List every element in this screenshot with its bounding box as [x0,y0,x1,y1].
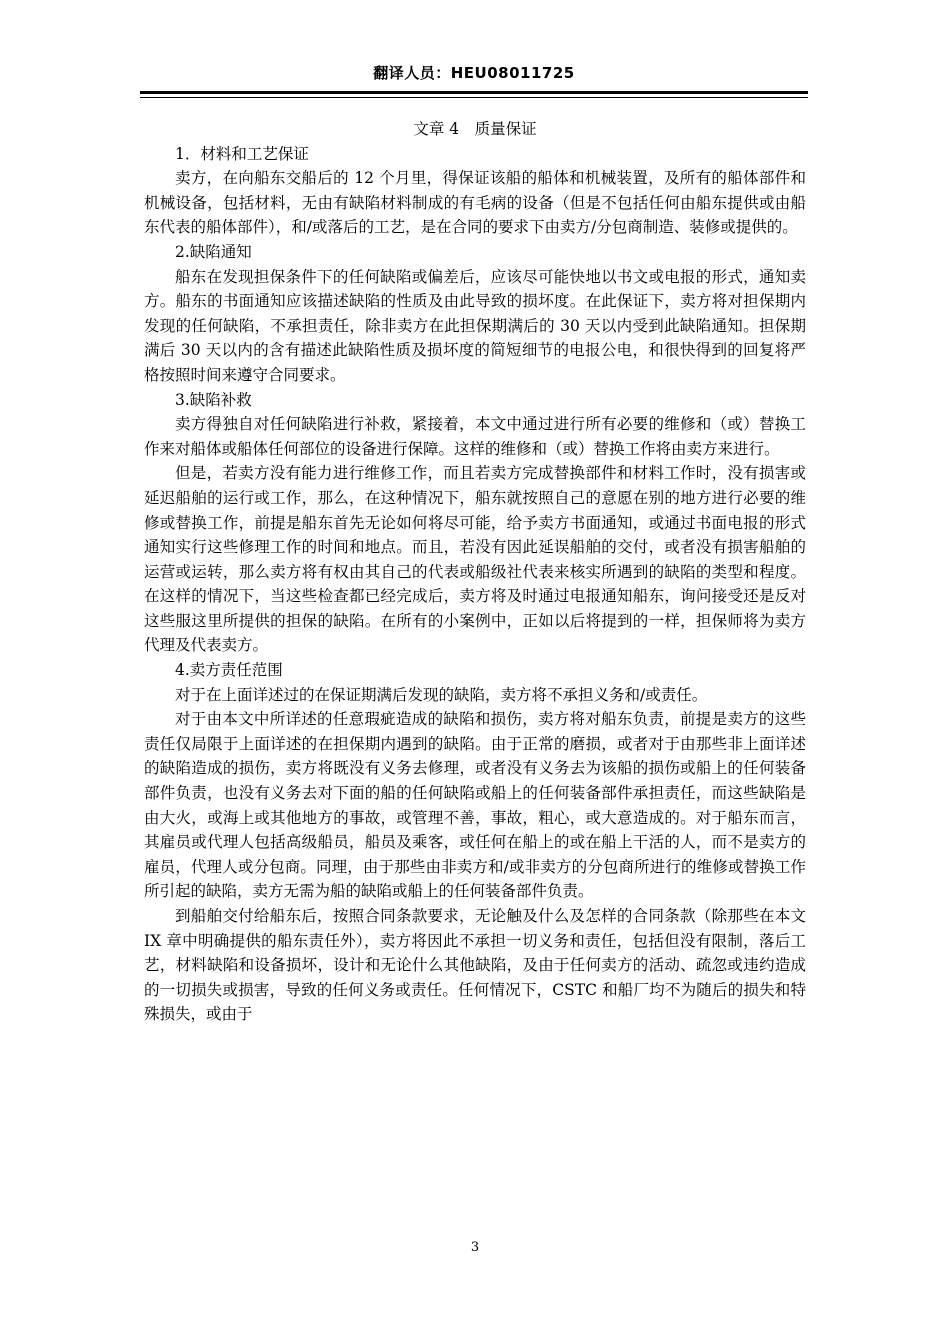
paragraph: 对于由本文中所详述的任意瑕疵造成的缺陷和损伤，卖方将对船东负责，前提是卖方的这些责任仅局限于上面详述的在担保期内遇到的缺陷。由于正常的磨损，或者对于由那些非上面详述的缺陷造成的损伤，卖方将既没有义务去修理，或者没有义务去为该船的损伤或船上的任何装备部件负责，也没有义务去对下面的船的任何缺陷或船上的任何装备部件承担责任，而这些缺陷是由大火，或海上或其他地方的事故，或管理不善，事故，粗心，或大意造成的。对于船东而言，其雇员或代理人包括高级船员，船员及乘客，或任何在船上的或在船上干活的人，而不是卖方的雇员，代理人或分包商。同理，由于那些由非卖方和/或非卖方的分包商所进行的维修或替换工作所引起的缺陷，卖方无需为船的缺陷或船上的任何装备部件负责。 [144,710,806,901]
paragraph: 卖方得独自对任何缺陷进行补救，紧接着，本文中通过进行所有必要的维修和（或）替换工作来对船体或船体任何部位的设备进行保障。这样的维修和（或）替换工作将由卖方来进行。 [144,415,806,458]
section-heading-1: 1．材料和工艺保证 [175,144,309,163]
paragraph: 卖方，在向船东交船后的 12 个月里，得保证该船的船体和机械装置，及所有的船体部件和机械设备，包括材料，无由有缺陷材料制成的有毛病的设备（但是不包括任何由船东提供或由船东代表的船体部件），和/或落后的工艺，是在合同的要求下由卖方/分包商制造、装修或提供的。 [144,169,806,237]
paragraph: 对于在上面详述过的在保证期满后发现的缺陷，卖方将不承担义务和/或责任。 [175,685,708,704]
header-rule-thick [140,91,808,94]
page-number: 3 [470,1240,480,1255]
paragraph: 船东在发现担保条件下的任何缺陷或偏差后，应该尽可能快地以书文或电报的形式，通知卖方。船东的书面通知应该描述缺陷的性质及由此导致的损坏度。在此保证下，卖方将对担保期内发现的任何缺陷，不承担责任，除非卖方在此担保期满后的 30 天以内受到此缺陷通知。担保期满后 30 天以内的含有描述此缺陷性质及损坏度的简短细节的电报公电，和很快得到的回复将严格按照时间来遵守合同要求。 [144,267,806,384]
section-heading-4: 4.卖方责任范围 [175,661,283,680]
document-body [144,117,806,1027]
paragraph: 但是，若卖方没有能力进行维修工作，而且若卖方完成替换部件和材料工作时，没有损害或延迟船舶的运行或工作，那么，在这种情况下，船东就按照自己的意愿在别的地方进行必要的维修或替换工作，前提是船东首先无论如何将尽可能，给予卖方书面通知，或通过书面电报的形式通知实行这些修理工作的时间和地点。而且，若没有因此延误船舶的交付，或者没有损害船舶的运营或运转，那么卖方将有权由其自己的代表或船级社代表来核实所遇到的缺陷的类型和程度。在这样的情况下，当这些检查都已经完成后，卖方将及时通过电报通知船东，询问接受还是反对这些服这里所提供的担保的缺陷。在所有的小案例中，正如以后将提到的一样，担保师将为卖方代理及代表卖方。 [144,464,806,655]
article-title: 文章 4 质量保证 [413,120,537,138]
translator-header: 翻译人员：HEU08011725 [373,64,575,82]
section-heading-3: 3.缺陷补救 [175,390,252,409]
section-heading-2: 2.缺陷通知 [175,242,252,261]
paragraph: 到船舶交付给船东后，按照合同条款要求，无论触及什么及怎样的合同条款（除那些在本文 IX 章中明确提供的船东责任外），卖方将因此不承担一切义务和责任，包括但没有限制，落后工艺，材料缺陷和设备损坏，设计和无论什么其他缺陷，及由于任何卖方的活动、疏忽或违约造成的一切损失或损害，导致的任何义务或责任。任何情况下，CSTC 和船厂均不为随后的损失和特殊损失，或由于 [144,907,806,1024]
header-rule-thin [140,97,808,98]
